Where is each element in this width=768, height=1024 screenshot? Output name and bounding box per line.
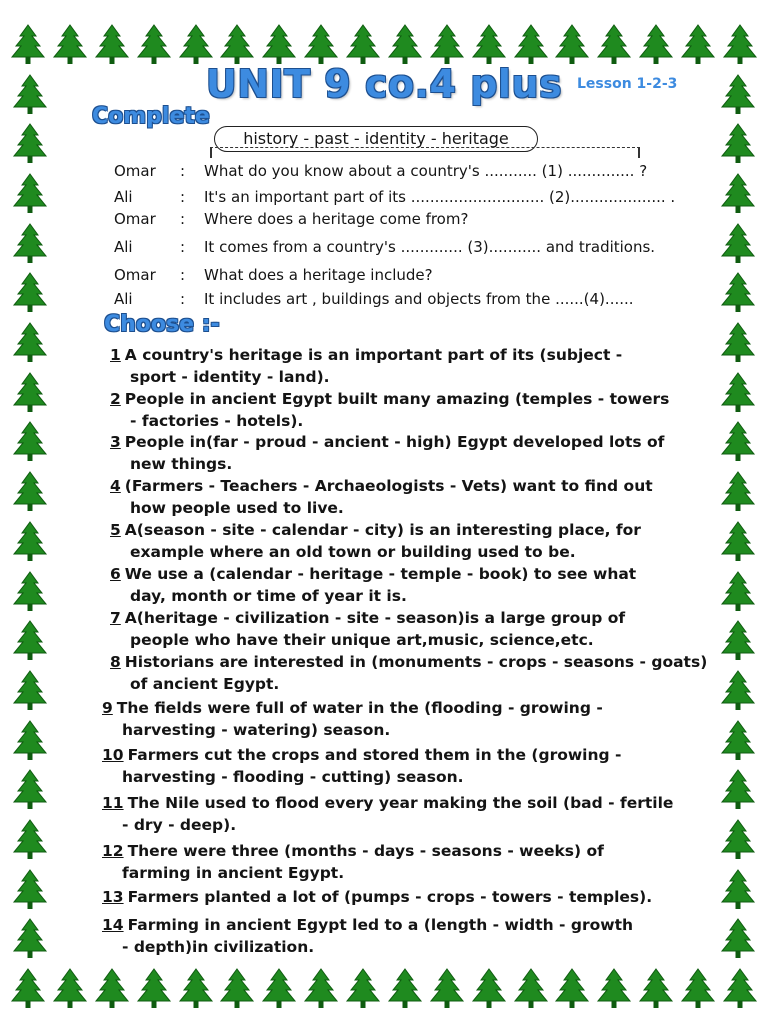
- christmas-tree-icon: [680, 968, 716, 1010]
- dialog-text: What does a heritage include?: [204, 266, 433, 284]
- christmas-tree-icon: [596, 24, 632, 66]
- christmas-tree-icon: [720, 471, 756, 513]
- question-item: [110, 519, 641, 563]
- speaker-colon: :: [180, 210, 186, 228]
- christmas-tree-icon: [52, 968, 88, 1010]
- question-text: A(heritage - civilization - site - season)is a large group of: [124, 609, 626, 627]
- christmas-tree-icon: [554, 24, 590, 66]
- question-text: A(season - site - calendar - city) is an interesting place, for: [124, 521, 641, 539]
- christmas-tree-icon: [596, 968, 632, 1010]
- complete-heading: Complete: [92, 104, 210, 129]
- question-number: 4: [110, 477, 121, 495]
- question-text: (Farmers - Teachers - Archaeologists - Vets) want to find out: [124, 477, 653, 495]
- question-text: A country's heritage is an important part of its (subject -: [124, 346, 623, 364]
- question-text-cont: harvesting - flooding - cutting) season.: [122, 768, 464, 786]
- speaker-colon: :: [180, 188, 186, 206]
- question-number: 3: [110, 433, 121, 451]
- christmas-tree-icon: [720, 571, 756, 613]
- christmas-tree-icon: [12, 769, 48, 811]
- question-number: 12: [102, 842, 124, 860]
- christmas-tree-icon: [638, 968, 674, 1010]
- christmas-tree-icon: [471, 968, 507, 1010]
- choose-heading: Choose :-: [104, 312, 220, 337]
- question-text: The Nile used to flood every year making the soil (bad - fertile: [127, 794, 674, 812]
- question-item: [102, 914, 633, 958]
- question-item: [102, 744, 621, 788]
- speaker-colon: :: [180, 162, 186, 180]
- question-item: [110, 431, 664, 475]
- page-title: UNIT 9 co.4 plus: [205, 62, 563, 106]
- speaker-colon: :: [180, 266, 186, 284]
- christmas-tree-icon: [12, 521, 48, 563]
- question-text: There were three (months - days - seasons - weeks) of: [127, 842, 604, 860]
- question-item: [110, 475, 653, 519]
- christmas-tree-icon: [471, 24, 507, 66]
- christmas-tree-icon: [720, 421, 756, 463]
- question-number: 11: [102, 794, 124, 812]
- question-text: People in ancient Egypt built many amazing (temples - towers: [124, 390, 670, 408]
- question-item: [110, 607, 625, 651]
- dialog-text: It's an important part of its ............................ (2).................... .: [204, 188, 676, 206]
- christmas-tree-icon: [94, 968, 130, 1010]
- christmas-tree-icon: [303, 968, 339, 1010]
- christmas-tree-icon: [12, 819, 48, 861]
- dialog-text: It includes art , buildings and objects from the ......(4)......: [204, 290, 634, 308]
- question-text-cont: how people used to live.: [130, 499, 344, 517]
- christmas-tree-icon: [387, 968, 423, 1010]
- question-text: We use a (calendar - heritage - temple - book) to see what: [124, 565, 637, 583]
- christmas-tree-icon: [12, 571, 48, 613]
- question-item: [102, 886, 652, 908]
- christmas-tree-icon: [720, 322, 756, 364]
- question-text: Historians are interested in (monuments - crops - seasons - goats): [124, 653, 708, 671]
- christmas-tree-icon: [136, 968, 172, 1010]
- christmas-tree-icon: [722, 24, 758, 66]
- dialog-text: What do you know about a country's ........... (1) .............. ?: [204, 162, 648, 180]
- speaker-name: Omar: [114, 162, 156, 180]
- christmas-tree-icon: [12, 670, 48, 712]
- christmas-tree-icon: [720, 670, 756, 712]
- question-item: [102, 697, 603, 741]
- speaker-name: Ali: [114, 188, 133, 206]
- question-text-cont: new things.: [130, 455, 233, 473]
- christmas-tree-icon: [638, 24, 674, 66]
- christmas-tree-icon: [12, 918, 48, 960]
- question-number: 8: [110, 653, 121, 671]
- christmas-tree-icon: [720, 372, 756, 414]
- christmas-tree-icon: [10, 968, 46, 1010]
- word-bank: history - past - identity - heritage: [214, 126, 538, 152]
- question-number: 13: [102, 888, 124, 906]
- christmas-tree-icon: [136, 24, 172, 66]
- question-item: [110, 651, 707, 695]
- christmas-tree-icon: [261, 968, 297, 1010]
- christmas-tree-icon: [345, 968, 381, 1010]
- question-item: [102, 792, 673, 836]
- dialog-text: Where does a heritage come from?: [204, 210, 469, 228]
- speaker-name: Ali: [114, 238, 133, 256]
- christmas-tree-icon: [720, 918, 756, 960]
- christmas-tree-icon: [261, 24, 297, 66]
- christmas-tree-icon: [52, 24, 88, 66]
- question-text-cont: sport - identity - land).: [130, 368, 330, 386]
- christmas-tree-icon: [554, 968, 590, 1010]
- christmas-tree-icon: [720, 819, 756, 861]
- christmas-tree-icon: [178, 24, 214, 66]
- christmas-tree-icon: [12, 322, 48, 364]
- question-text: Farmers cut the crops and stored them in the (growing -: [127, 746, 622, 764]
- question-item: [110, 344, 622, 388]
- christmas-tree-icon: [12, 173, 48, 215]
- question-text-cont: day, month or time of year it is.: [130, 587, 407, 605]
- christmas-tree-icon: [219, 968, 255, 1010]
- christmas-tree-icon: [12, 223, 48, 265]
- question-number: 10: [102, 746, 124, 764]
- christmas-tree-icon: [12, 421, 48, 463]
- christmas-tree-icon: [720, 769, 756, 811]
- question-text: People in(far - proud - ancient - high) Egypt developed lots of: [124, 433, 665, 451]
- christmas-tree-icon: [429, 24, 465, 66]
- question-text: The fields were full of water in the (flooding - growing -: [116, 699, 603, 717]
- word-bank-bracket: [210, 147, 640, 158]
- question-text-cont: people who have their unique art,music, science,etc.: [130, 631, 594, 649]
- christmas-tree-icon: [680, 24, 716, 66]
- christmas-tree-icon: [720, 173, 756, 215]
- christmas-tree-icon: [722, 968, 758, 1010]
- christmas-tree-icon: [12, 720, 48, 762]
- question-number: 5: [110, 521, 121, 539]
- christmas-tree-icon: [345, 24, 381, 66]
- christmas-tree-icon: [12, 123, 48, 165]
- question-number: 7: [110, 609, 121, 627]
- christmas-tree-icon: [12, 620, 48, 662]
- question-number: 6: [110, 565, 121, 583]
- question-text-cont: example where an old town or building used to be.: [130, 543, 576, 561]
- christmas-tree-icon: [720, 272, 756, 314]
- question-number: 1: [110, 346, 121, 364]
- christmas-tree-icon: [429, 968, 465, 1010]
- speaker-name: Omar: [114, 210, 156, 228]
- question-number: 9: [102, 699, 113, 717]
- christmas-tree-icon: [720, 620, 756, 662]
- christmas-tree-icon: [10, 24, 46, 66]
- question-text-cont: - factories - hotels).: [130, 412, 304, 430]
- lesson-label: Lesson 1-2-3: [577, 76, 678, 92]
- question-text-cont: of ancient Egypt.: [130, 675, 280, 693]
- christmas-tree-icon: [720, 521, 756, 563]
- christmas-tree-icon: [12, 471, 48, 513]
- christmas-tree-icon: [178, 968, 214, 1010]
- question-text: Farmers planted a lot of (pumps - crops - towers - temples).: [127, 888, 653, 906]
- dialog-text: It comes from a country's ............. (3)........... and traditions.: [204, 238, 656, 256]
- christmas-tree-icon: [387, 24, 423, 66]
- speaker-name: Omar: [114, 266, 156, 284]
- question-text-cont: harvesting - watering) season.: [122, 721, 391, 739]
- question-item: [102, 840, 604, 884]
- christmas-tree-icon: [720, 123, 756, 165]
- question-text-cont: - depth)in civilization.: [122, 938, 315, 956]
- christmas-tree-icon: [720, 869, 756, 911]
- question-text: Farming in ancient Egypt led to a (length - width - growth: [127, 916, 634, 934]
- question-text-cont: - dry - deep).: [122, 816, 237, 834]
- question-item: [110, 563, 636, 607]
- christmas-tree-icon: [720, 720, 756, 762]
- christmas-tree-icon: [12, 272, 48, 314]
- speaker-name: Ali: [114, 290, 133, 308]
- christmas-tree-icon: [513, 968, 549, 1010]
- question-number: 2: [110, 390, 121, 408]
- question-text-cont: farming in ancient Egypt.: [122, 864, 345, 882]
- christmas-tree-icon: [513, 24, 549, 66]
- speaker-colon: :: [180, 238, 186, 256]
- christmas-tree-icon: [303, 24, 339, 66]
- christmas-tree-icon: [219, 24, 255, 66]
- christmas-tree-icon: [12, 372, 48, 414]
- christmas-tree-icon: [94, 24, 130, 66]
- question-number: 14: [102, 916, 124, 934]
- question-item: [110, 388, 669, 432]
- speaker-colon: :: [180, 290, 186, 308]
- christmas-tree-icon: [12, 869, 48, 911]
- christmas-tree-icon: [720, 223, 756, 265]
